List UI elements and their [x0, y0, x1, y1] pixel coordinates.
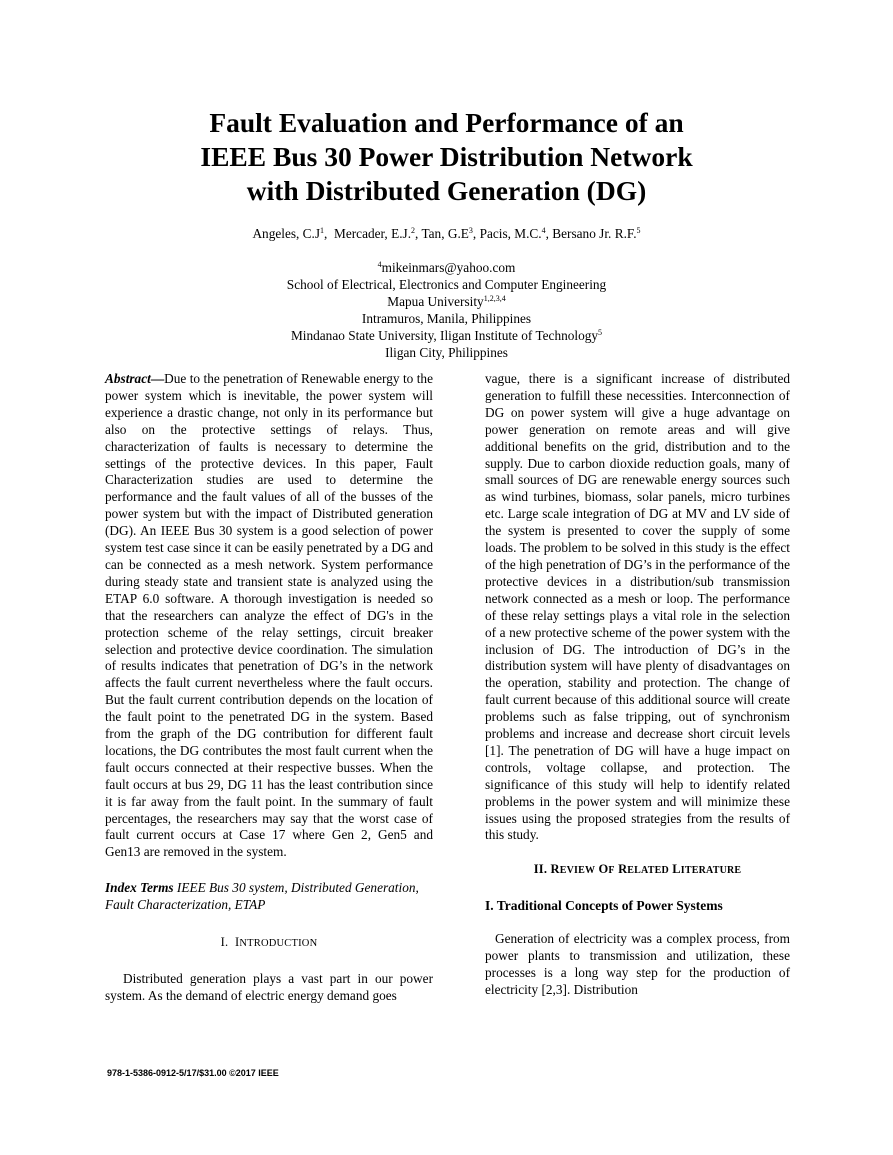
location-line-2: Iligan City, Philippines	[385, 345, 508, 360]
left-column	[105, 371, 433, 1005]
university-2-sup: 5	[598, 328, 603, 337]
affiliation-block	[150, 259, 743, 361]
author-separator: ,	[545, 226, 553, 241]
email-sup: 4	[377, 260, 382, 269]
heading-letter: R	[618, 862, 628, 877]
heading-letter: O	[598, 862, 609, 877]
section-number: II.	[533, 862, 551, 877]
author-name: Bersano Jr. R.F.	[552, 226, 637, 241]
author-sup: 5	[636, 226, 641, 235]
university-2-line	[150, 327, 743, 344]
author-separator: ,	[472, 226, 480, 241]
abstract-paragraph	[105, 371, 433, 861]
author-name: Tan, G.E	[421, 226, 469, 241]
title-line-3: with Distributed Generation (DG)	[246, 175, 647, 206]
section-heading-first-letter: I	[234, 935, 240, 950]
title-line-1: Fault Evaluation and Performance of an	[209, 107, 684, 138]
right-column	[485, 371, 790, 999]
school-line: School of Electrical, Electronics and Computer Engineering	[286, 277, 607, 292]
literature-paragraph: Generation of electricity was a complex process, from power plants to transmission and utilization, these processes is a long way step for the production of electricity [2,3]. Distribution	[485, 931, 790, 997]
paper-title	[150, 106, 743, 208]
abstract-dash: —	[150, 371, 165, 386]
heading-rest: ELATED	[627, 865, 669, 877]
location-line-1: Intramuros, Manila, Philippines	[361, 311, 532, 326]
abstract-text: Due to the penetration of Renewable energy to the power system which is inevitable, the power system will experience a drastic change, not only in its performance but also on the protective settings of relays. Thus, characterization of faults is necessary to determine the settings of the protective devices. In this paper, Fault Characterization studies are used to determine the performance and the fault values of all of the busses of the power system but with the impact of Distributed generation (DG). An IEEE Bus 30 system is a good selection of power system test case since it can be easily penetrated by a DG and can be connected as a mesh network. System performance during steady state and transient state is analyzed using the ETAP 6.0 software. A thorough investigation is needed so that the researchers can analyze the effect of DG's in the protection scheme of the relay settings, circuit breaker selection and protective device coordination. The simulation of results indicates that penetration of DG’s in the network affects the fault current nevertheless where the fault occurs. But the fault current contribution depends on the location of the fault point to the penetrated DG in the system. Based from the graph of the DG contribution for different fault locations, the DG contributes the most fault current when the fault occurs connected at their respective busses. When the fault occurs at bus 29, DG 11 has the least contribution since it is far away from the fault point. In the summary of fault percentages, the researchers may say that the worst case of fault current occurs at Case 17 where Gen 2, Gen5 and Gen13 are removed in the system.	[105, 371, 433, 860]
heading-letter: R	[550, 862, 560, 877]
heading-rest: EVIEW	[559, 865, 596, 877]
author-separator: ,	[324, 226, 335, 241]
section-heading-related-literature	[485, 861, 790, 880]
author-sup: 4	[541, 226, 546, 235]
index-terms	[105, 880, 433, 914]
heading-letter: L	[672, 862, 681, 877]
abstract-heading: Abstract	[105, 371, 151, 386]
subsection-heading: I. Traditional Concepts of Power Systems	[485, 898, 723, 914]
author-separator: ,	[415, 226, 422, 241]
author-name: Mercader, E.J.	[334, 226, 412, 241]
introduction-paragraph: Distributed generation plays a vast part in our power system. As the demand of electric energy demand goes	[105, 971, 433, 1003]
title-line-2: IEEE Bus 30 Power Distribution Network	[200, 141, 693, 172]
section-number: I.	[220, 935, 235, 950]
introduction-continued: vague, there is a significant increase of distributed generation to fulfill these necessities. Interconnection of DG on power system will give a huge advantage on power generation on remote areas and will give additional benefits on the grid, distribution and to the supply. Due to carbon dioxide reduction goals, many of small sources of DG are renewable energy sources such as wind turbines, biomass, solar panels, micro turbines etc. Large scale integration of DG at MV and LV side of the system is presented to cover the supply of some loads. The problem to be solved in this study is the effect of the high penetration of DG’s in the performance of the protective devices in a distribution/sub transmission network connected as a mesh or loop. The performance of these relay settings plays a vital role in the selection of a new protective scheme of the power system with the inclusion of DG. The introduction of DG’s in the distribution system will have plenty of disadvantages on the operation, stability and protection. The change of fault current because of this additional source will create problems such as false tripping, out of synchronism problems and increase and decrease short circuit levels [1]. The penetration of DG will have a huge impact on controls, voltage collapse, and protection. The significance of this study will help to identify related problems in the power system and will minimize these issues using the proposed strategies from the results of this study.	[485, 371, 790, 843]
author-name: Angeles, C.J	[252, 226, 321, 241]
index-terms-heading: Index Terms	[105, 880, 174, 896]
university-name: Mapua University	[387, 294, 484, 309]
footer-copyright: 978-1-5386-0912-5/17/$31.00 ©2017 IEEE	[107, 1068, 279, 1078]
email-line	[150, 259, 743, 276]
section-heading-introduction	[105, 934, 433, 953]
university-line	[150, 293, 743, 310]
section-heading-rest: NTRODUCTION	[239, 938, 318, 950]
author-name: Pacis, M.C.	[479, 226, 542, 241]
index-terms-text: IEEE Bus 30 system, Distributed Generation, Fault Characterization, ETAP	[105, 880, 419, 913]
author-sup: 1	[320, 226, 325, 235]
author-sup: 2	[411, 226, 416, 235]
email[interactable]: mikeinmars@yahoo.com	[381, 260, 516, 275]
author-sup: 3	[468, 226, 473, 235]
author-list	[100, 225, 793, 242]
heading-rest: ITERATURE	[680, 865, 742, 877]
university-2-name: Mindanao State University, Iligan Institute of Technology	[290, 328, 599, 343]
university-sup: 1,2,3,4	[483, 294, 506, 303]
heading-rest: F	[608, 865, 615, 877]
